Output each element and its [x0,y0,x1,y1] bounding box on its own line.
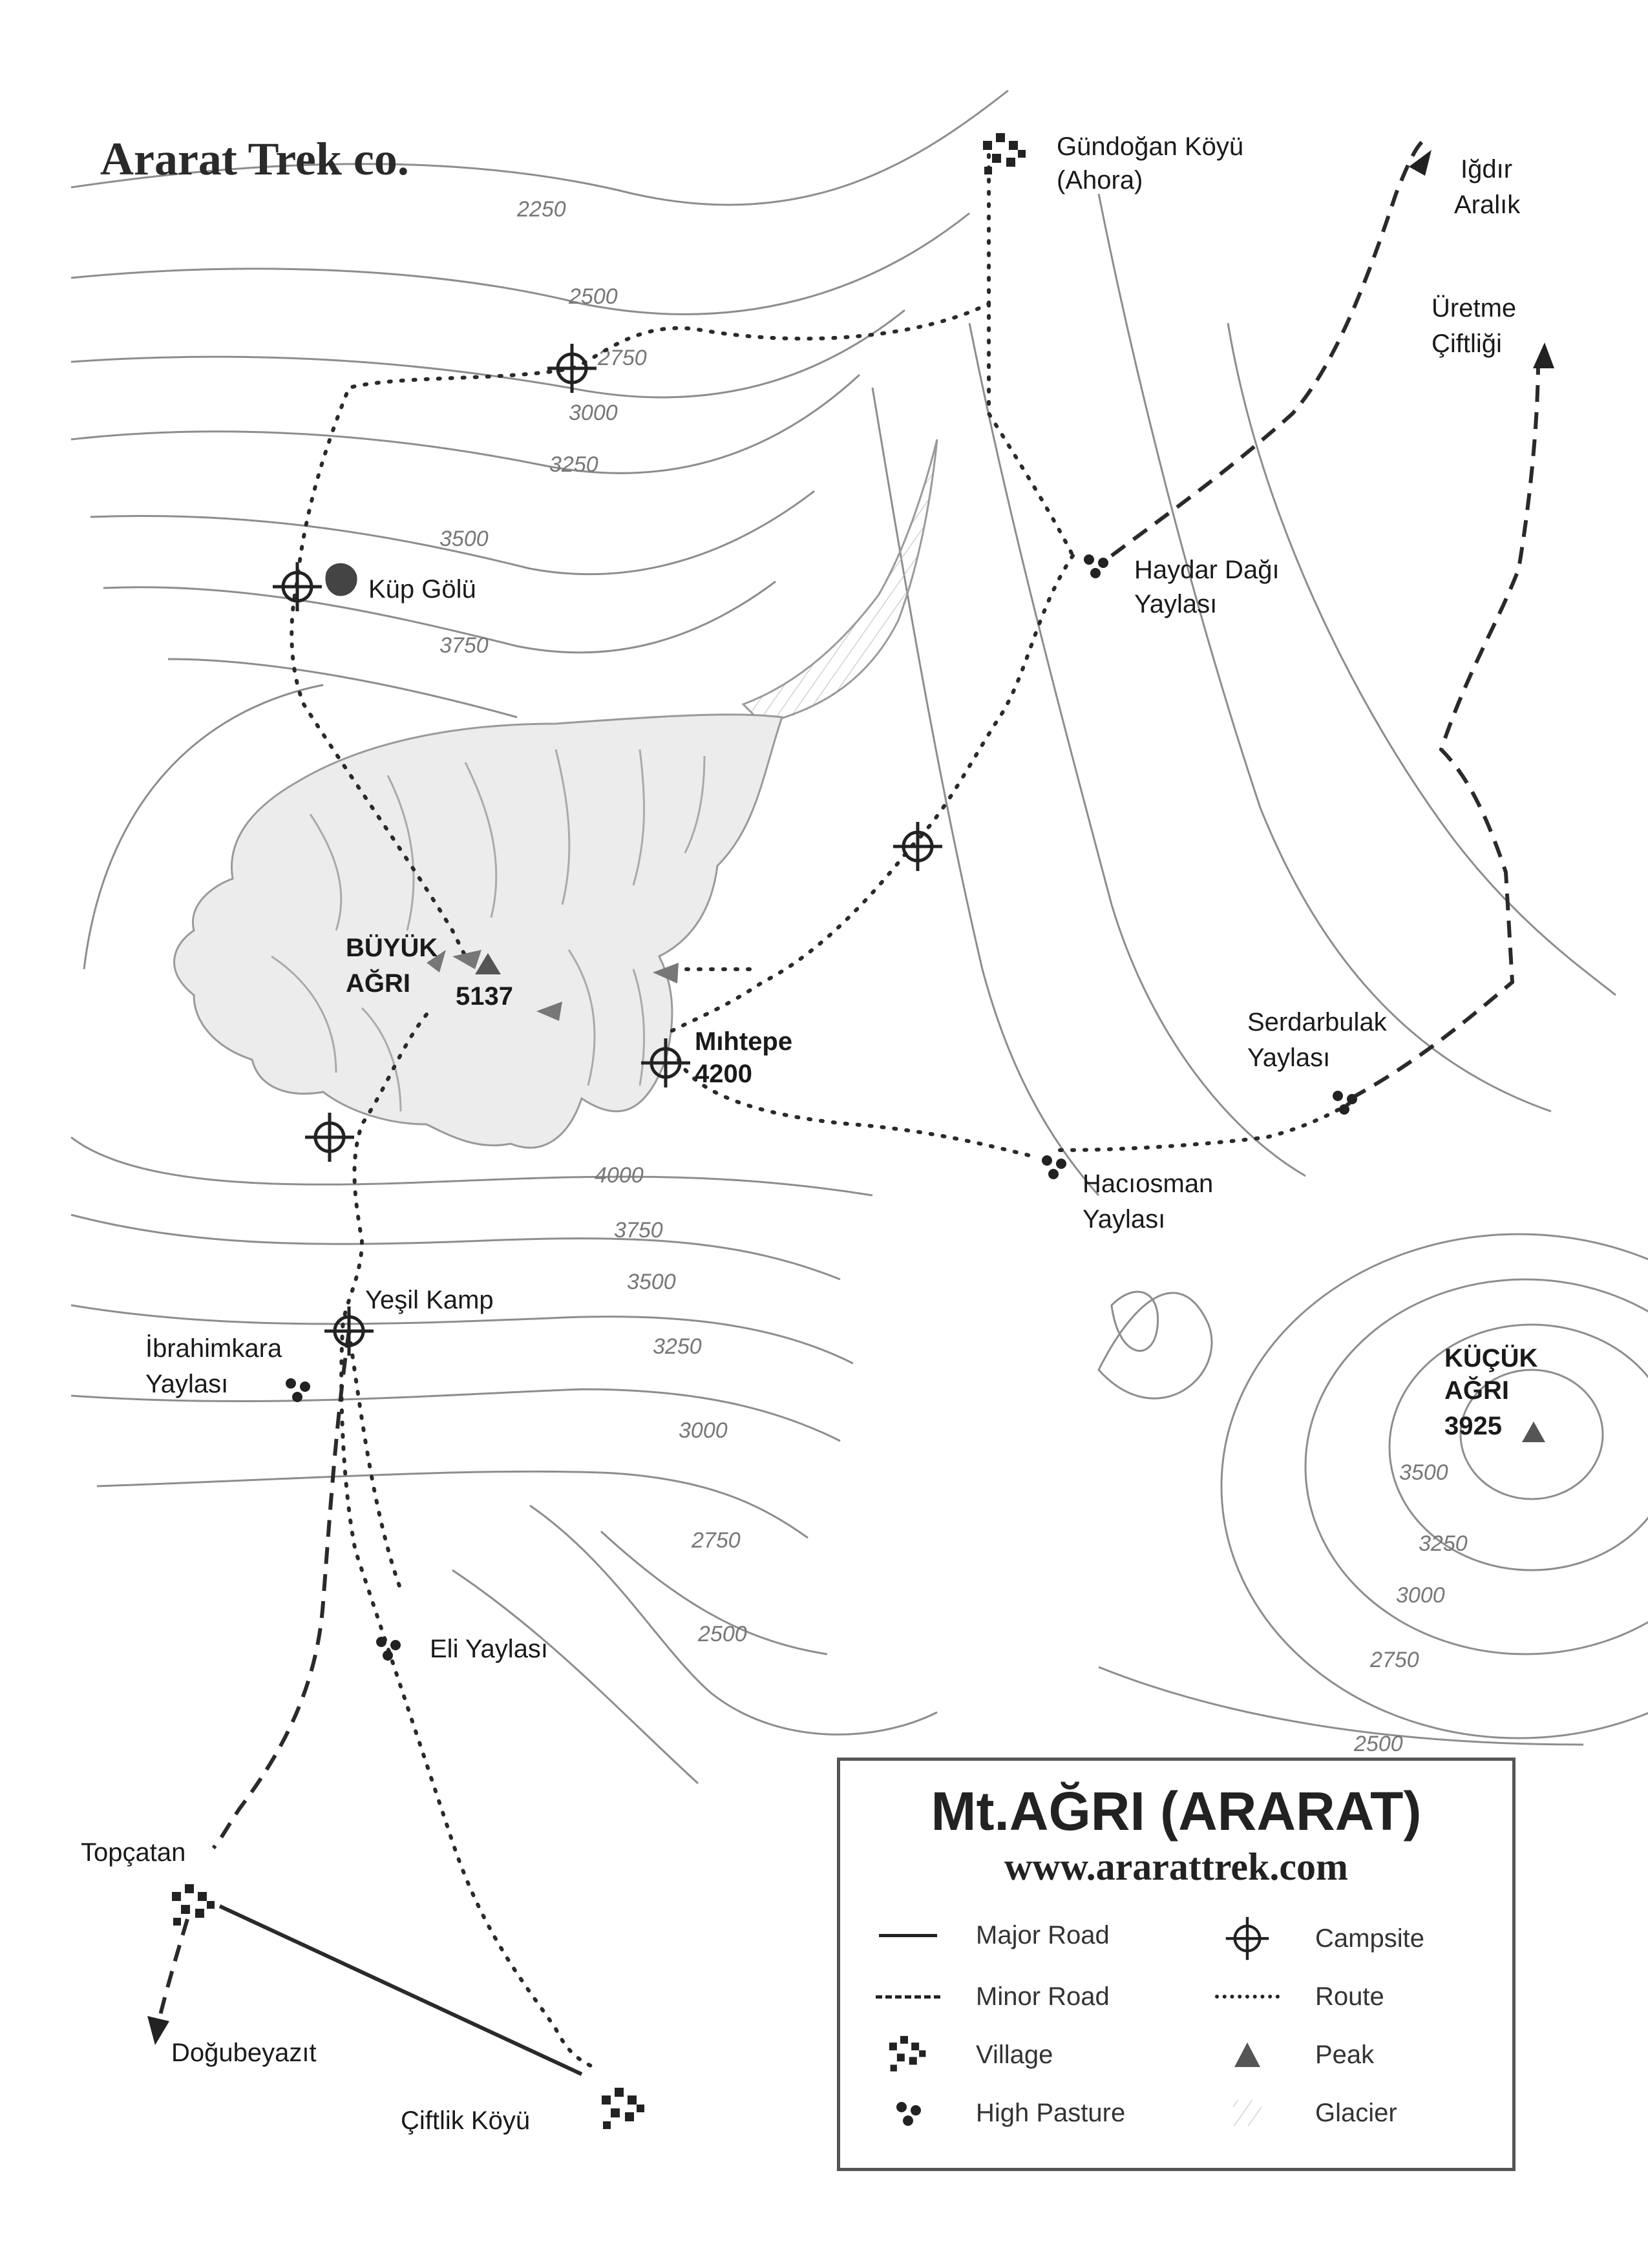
legend-label-campsite: Campsite [1315,1924,1424,1953]
contour-label-3500: 3500 [439,527,489,551]
legend-row-village [860,2035,1053,2074]
label-haydar-yaylasi: Yaylası [1134,590,1218,618]
kup-golu-lake [326,563,357,596]
label-serdarbulak-yaylasi: Yaylası [1247,1044,1331,1072]
legend-title: Mt.AĞRI (ARARAT) [931,1781,1422,1842]
contour-label-3250: 3250 [549,452,598,477]
label-yesil-kamp: Yeşil Kamp [365,1286,494,1314]
high-pasture-icon[interactable] [1084,554,1108,578]
label-uretme: Üretme [1431,294,1517,322]
campsite-icon[interactable] [893,822,942,871]
legend-row-high-pasture [860,2094,1125,2132]
legend-row-minor-road [860,1977,1110,2016]
label-kucuk: KÜÇÜK [1444,1344,1538,1372]
label-haciosman: Hacıosman [1083,1170,1214,1198]
label-gundogan-ahora: (Ahora) [1057,166,1143,194]
legend-label-peak: Peak [1315,2040,1375,2069]
legend-row-route [1199,1977,1384,2016]
label-buyuk-elevation: 5137 [456,982,513,1011]
label-buyuk: BÜYÜK [346,934,438,962]
label-mihtepe-elevation: 4200 [695,1060,752,1088]
contour-label-2750: 2750 [692,1528,741,1553]
contour-label-3250: 3250 [653,1334,702,1359]
label-serdarbulak: Serdarbulak [1247,1008,1387,1036]
contour-label-2500: 2500 [698,1622,747,1646]
glacier-icon [174,439,937,1148]
contour-label-3000: 3000 [1396,1583,1445,1608]
label-kucuk-agri: AĞRI [1444,1376,1509,1405]
legend-row-major-road [860,1916,1110,1955]
campsite-icon [1199,1919,1296,1958]
legend-row-glacier [1199,2094,1397,2132]
contour-label-3000: 3000 [679,1418,728,1443]
label-mihtepe: Mıhtepe [695,1027,793,1056]
legend-url[interactable]: www.ararattrek.com [1004,1845,1349,1888]
legend-label-minor-road: Minor Road [976,1982,1110,2011]
legend-label-village: Village [976,2040,1053,2069]
village-icon[interactable] [172,1884,215,1926]
contour-label-2750: 2750 [598,346,647,370]
contour-label-3500: 3500 [1399,1460,1448,1485]
contour-label-3250: 3250 [1419,1531,1468,1556]
contour-label-4000: 4000 [595,1163,644,1188]
campsite-icon[interactable] [305,1113,354,1162]
peak-icon [1199,2035,1296,2074]
legend-label-high-pasture: High Pasture [976,2098,1126,2127]
label-haydar-dagi: Haydar Dağı [1134,556,1280,584]
contour-label-3000: 3000 [569,401,618,425]
glacier-icon [1199,2094,1296,2132]
label-gundogan: Gündoğan Köyü [1057,132,1244,161]
label-ciftligi: Çiftliği [1431,330,1502,358]
contour-label-3750: 3750 [439,633,489,658]
peak-icon[interactable] [1522,1422,1545,1442]
label-topcatan: Topçatan [81,1838,186,1867]
high-pasture-icon [860,2094,956,2132]
contour-label-3500: 3500 [627,1270,676,1294]
label-igdir: Iğdır [1461,155,1513,184]
label-ciftlik-koyu: Çiftlik Köyü [401,2106,531,2135]
legend-label-route: Route [1315,1982,1384,2011]
contour-label-2500: 2500 [1354,1732,1403,1756]
legend-row-peak [1199,2035,1374,2074]
high-pasture-icon[interactable] [1042,1155,1066,1179]
label-haciosman-yaylasi: Yaylası [1083,1205,1166,1234]
contour-label-2750: 2750 [1370,1648,1419,1672]
label-kup-golu: Küp Gölü [368,575,476,604]
high-pasture-icon[interactable] [286,1378,310,1402]
contour-label-2250: 2250 [517,197,566,222]
legend-label-glacier: Glacier [1315,2098,1397,2127]
legend-label-major-road: Major Road [976,1920,1110,1949]
campsite-icon[interactable] [273,562,322,611]
village-icon[interactable] [602,2088,644,2129]
minor-road-icon [860,1977,956,2016]
label-eli-yaylasi: Eli Yaylası [430,1635,549,1663]
label-dogubeyazit: Doğubeyazıt [171,2039,317,2067]
village-icon [860,2035,956,2074]
major-road-icon [860,1916,956,1955]
label-buyuk-agri: AĞRI [346,969,410,998]
label-ibrahimkara: İbrahimkara [145,1334,282,1363]
legend-row-campsite [1199,1919,1424,1958]
label-kucuk-elevation: 3925 [1444,1412,1502,1440]
map-legend [837,1758,1516,2171]
label-ibrahimkara-yaylasi: Yaylası [145,1370,229,1398]
contour-label-3750: 3750 [614,1218,663,1243]
contour-label-2500: 2500 [569,284,618,309]
label-aralik: Aralık [1454,191,1521,219]
route-icon [1199,1977,1296,2016]
company-title: Ararat Trek co. [100,133,409,185]
